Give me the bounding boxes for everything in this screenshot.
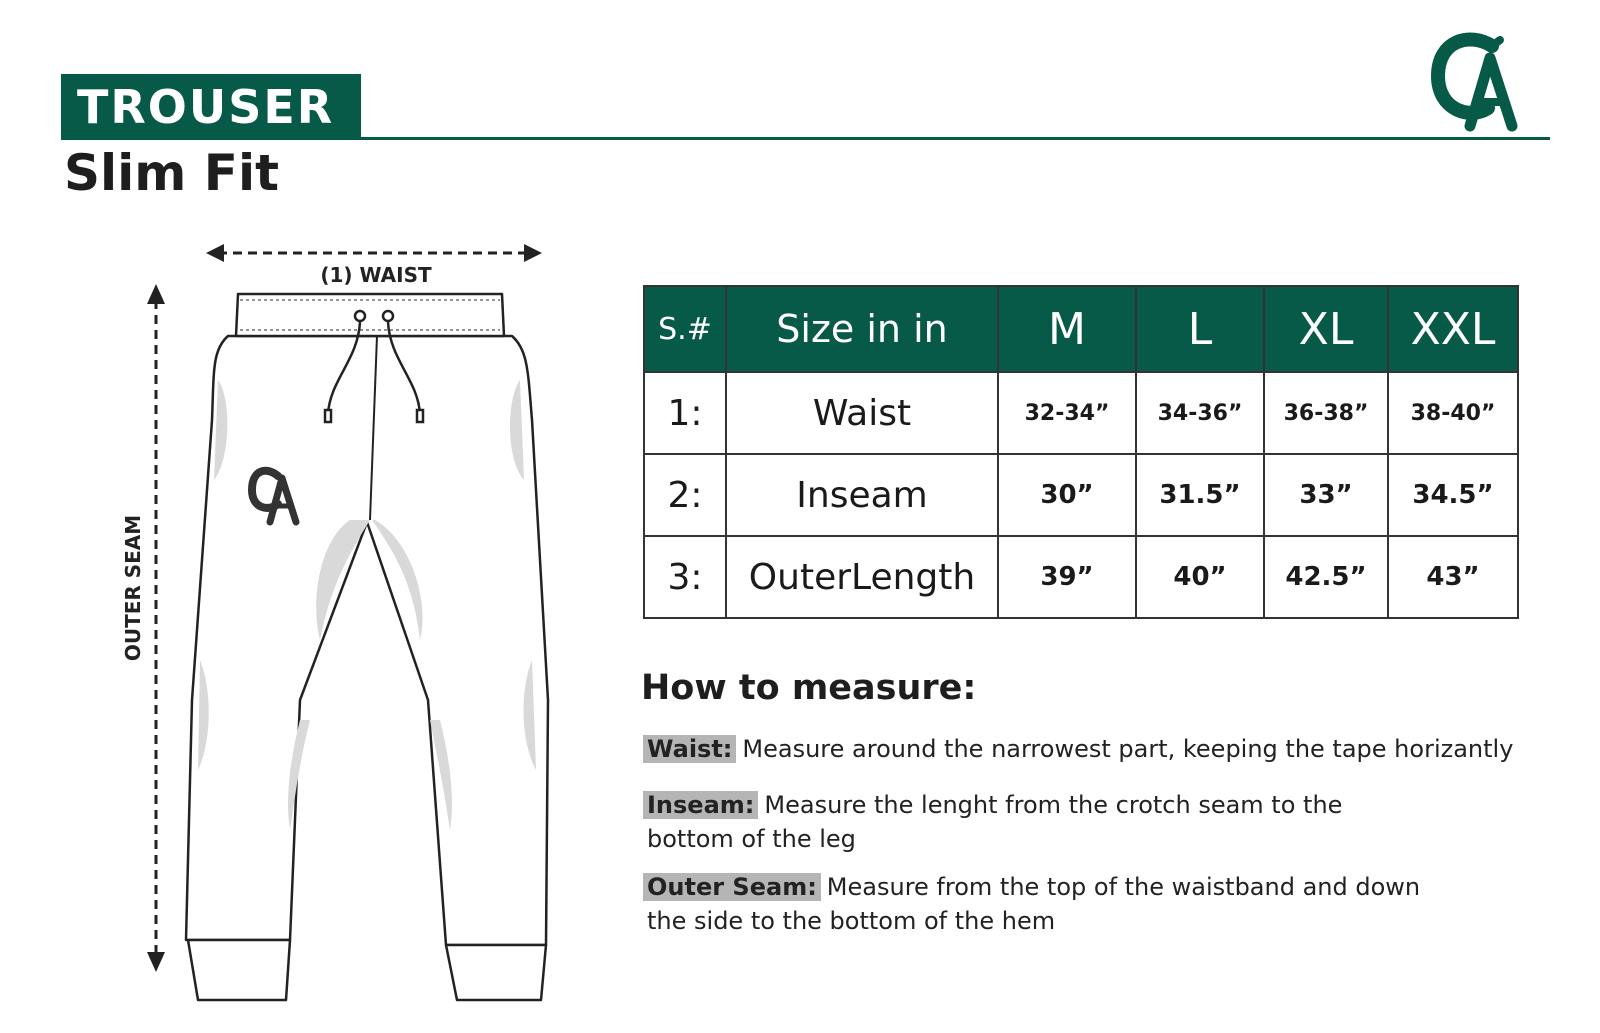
instruction-text: Measure around the narrowest part, keeping the tape horizantly [742, 735, 1514, 763]
instruction-text-continued: the side to the bottom of the hem [647, 907, 1056, 935]
header-l: L [1136, 286, 1264, 372]
header-serial: S.# [644, 286, 726, 372]
cell-xxl: 34.5” [1388, 454, 1518, 536]
cell-m: 30” [998, 454, 1136, 536]
cell-xxl: 43” [1388, 536, 1518, 618]
outer-seam-label: OUTER SEAM [121, 514, 145, 662]
row-measure: OuterLength [726, 536, 998, 618]
page-title: TROUSER [61, 74, 361, 140]
row-number: 3: [644, 536, 726, 618]
trouser-diagram [0, 0, 620, 1033]
instruction-text-continued: bottom of the leg [647, 825, 856, 853]
row-number: 2: [644, 454, 726, 536]
table-row [644, 536, 1518, 618]
header-m: M [998, 286, 1136, 372]
trouser-outline [186, 294, 548, 1000]
cell-xl: 33” [1264, 454, 1388, 536]
header-size: Size in in [726, 286, 998, 372]
row-number: 1: [644, 372, 726, 454]
cell-m: 32-34” [998, 372, 1136, 454]
table-header-row [644, 286, 1518, 372]
instruction-label: Waist: [643, 735, 736, 763]
how-to-measure-title: How to measure: [641, 668, 977, 708]
table-row [644, 372, 1518, 454]
measure-instruction-waist [643, 732, 1553, 766]
header-xl: XL [1264, 286, 1388, 372]
cell-l: 34-36” [1136, 372, 1264, 454]
outer-seam-arrow [147, 284, 165, 972]
page-subtitle: Slim Fit [64, 144, 279, 202]
instruction-label: Inseam: [643, 791, 758, 819]
measure-instruction-outer-seam [643, 870, 1553, 938]
measure-instruction-inseam [643, 788, 1553, 856]
size-table [643, 285, 1519, 619]
row-measure: Waist [726, 372, 998, 454]
cell-xl: 42.5” [1264, 536, 1388, 618]
cell-l: 40” [1136, 536, 1264, 618]
cell-m: 39” [998, 536, 1136, 618]
cell-l: 31.5” [1136, 454, 1264, 536]
instruction-text: Measure the lenght from the crotch seam to the [764, 791, 1343, 819]
table-row [644, 454, 1518, 536]
cell-xxl: 38-40” [1388, 372, 1518, 454]
instruction-label: Outer Seam: [643, 873, 821, 901]
waist-arrow [206, 244, 542, 262]
brand-logo [1430, 28, 1520, 132]
row-measure: Inseam [726, 454, 998, 536]
instruction-text: Measure from the top of the waistband and down [826, 873, 1421, 901]
cell-xl: 36-38” [1264, 372, 1388, 454]
waist-label: (1) WAIST [320, 263, 432, 287]
header-xxl: XXL [1388, 286, 1518, 372]
